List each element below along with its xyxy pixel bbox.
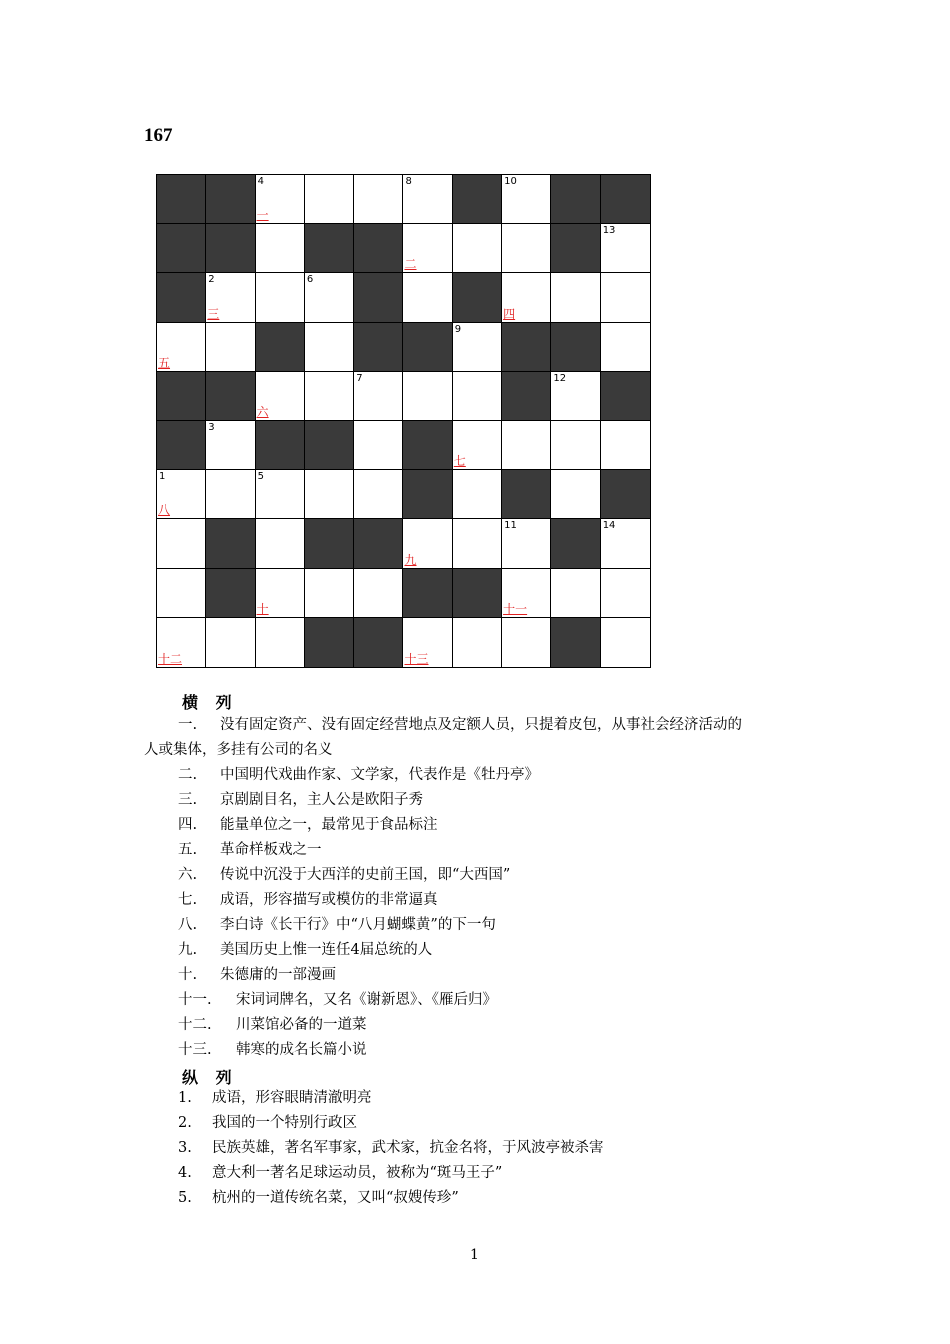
white-cell xyxy=(453,323,502,372)
clue-label: 一. xyxy=(178,717,198,733)
white-cell xyxy=(206,323,255,372)
page-number: 1 xyxy=(470,1247,479,1263)
white-cell xyxy=(453,618,502,667)
white-cell xyxy=(256,224,305,273)
white-cell xyxy=(256,273,305,322)
across-clue xyxy=(178,965,336,985)
clue-label: 2. xyxy=(178,1115,192,1131)
white-cell xyxy=(403,372,452,421)
white-cell xyxy=(551,470,600,519)
clue-label: 八. xyxy=(178,917,198,933)
clue-label: 十二. xyxy=(178,1017,212,1033)
white-cell xyxy=(502,421,551,470)
white-cell xyxy=(256,470,305,519)
white-cell xyxy=(206,470,255,519)
black-cell xyxy=(601,372,650,421)
across-clue xyxy=(178,815,438,835)
across-title: 横 列 xyxy=(182,693,238,712)
black-cell xyxy=(453,569,502,618)
down-title: 纵 列 xyxy=(182,1068,238,1087)
black-cell xyxy=(502,372,551,421)
white-cell xyxy=(502,273,551,322)
white-cell xyxy=(403,618,452,667)
white-cell xyxy=(354,421,403,470)
white-cell xyxy=(305,569,354,618)
black-cell xyxy=(551,618,600,667)
white-cell xyxy=(354,470,403,519)
across-clue xyxy=(178,1040,367,1060)
white-cell xyxy=(403,273,452,322)
white-cell xyxy=(502,175,551,224)
cell-number: 2 xyxy=(208,274,215,286)
clue-marker: 十二 xyxy=(158,652,183,666)
black-cell xyxy=(551,175,600,224)
black-cell xyxy=(157,372,206,421)
white-cell xyxy=(256,175,305,224)
cell-number: 14 xyxy=(602,520,616,532)
black-cell xyxy=(354,323,403,372)
black-cell xyxy=(403,470,452,519)
clue-text: 革命样板戏之一 xyxy=(220,842,322,858)
clue-text: 成语，形容描写或模仿的非常逼真 xyxy=(220,892,438,908)
clue-text: 美国历史上惟一连任4届总统的人 xyxy=(220,942,433,958)
clue-text: 民族英雄，著名军事家，武术家，抗金名将，于风波亭被杀害 xyxy=(212,1140,604,1156)
across-clue xyxy=(178,715,742,735)
white-cell xyxy=(551,421,600,470)
cell-number: 5 xyxy=(257,471,264,483)
white-cell xyxy=(551,273,600,322)
clue-text: 中国明代戏曲作家、文学家，代表作是《牡丹亭》 xyxy=(220,767,539,783)
cell-number: 4 xyxy=(257,176,264,187)
black-cell xyxy=(157,224,206,273)
black-cell xyxy=(206,569,255,618)
clue-text: 李白诗《长干行》中“八月蝴蝶黄”的下一句 xyxy=(220,917,496,933)
clue-marker: 一 xyxy=(256,208,269,223)
clue-text: 朱德庸的一部漫画 xyxy=(220,967,336,983)
cell-number: 7 xyxy=(356,372,363,384)
clue-label: 十一. xyxy=(178,992,212,1008)
white-cell xyxy=(256,519,305,568)
down-clue xyxy=(178,1113,357,1133)
clue-text: 京剧剧目名，主人公是欧阳子秀 xyxy=(220,792,423,808)
clue-marker: 六 xyxy=(256,405,269,419)
clue-label: 九. xyxy=(178,942,198,958)
cell-number: 1 xyxy=(159,471,166,483)
cell-number: 8 xyxy=(405,176,412,187)
clue-label: 十三. xyxy=(178,1042,212,1058)
clue-label: 5. xyxy=(178,1190,192,1206)
cell-number: 11 xyxy=(504,520,517,532)
white-cell xyxy=(453,519,502,568)
clue-label: 二. xyxy=(178,767,198,783)
clue-marker: 三 xyxy=(207,306,220,321)
black-cell xyxy=(601,470,650,519)
cell-number: 10 xyxy=(504,176,517,187)
white-cell xyxy=(305,470,354,519)
black-cell xyxy=(305,224,354,273)
white-cell xyxy=(601,569,650,618)
black-cell xyxy=(305,618,354,667)
clue-text: 杭州的一道传统名菜，又叫“叔嫂传珍” xyxy=(212,1190,459,1206)
across-clue xyxy=(178,890,438,910)
white-cell xyxy=(601,519,650,568)
white-cell xyxy=(453,470,502,519)
white-cell xyxy=(157,519,206,568)
clue-text: 我国的一个特别行政区 xyxy=(212,1115,357,1131)
clue-text: 成语，形容眼睛清澈明亮 xyxy=(212,1090,372,1106)
across-clue xyxy=(178,765,539,785)
white-cell xyxy=(601,224,650,273)
black-cell xyxy=(206,175,255,224)
puzzle-number: 167 xyxy=(144,125,173,146)
clue-label: 十. xyxy=(178,967,198,983)
clue-text: 没有固定资产、没有固定经营地点及定额人员，只提着皮包，从事社会经济活动的 xyxy=(220,717,742,733)
down-clue xyxy=(178,1188,459,1208)
black-cell xyxy=(354,618,403,667)
white-cell xyxy=(502,224,551,273)
clue-marker: 五 xyxy=(158,355,171,370)
black-cell xyxy=(601,175,650,224)
white-cell xyxy=(502,618,551,667)
clue-label: 三. xyxy=(178,792,198,808)
white-cell xyxy=(403,175,452,224)
white-cell xyxy=(157,569,206,618)
white-cell xyxy=(206,618,255,667)
clue-marker: 十三 xyxy=(404,652,429,666)
white-cell xyxy=(551,569,600,618)
white-cell xyxy=(453,372,502,421)
white-cell xyxy=(206,421,255,470)
clue-text: 韩寒的成名长篇小说 xyxy=(236,1042,367,1058)
white-cell xyxy=(305,372,354,421)
crossword-grid xyxy=(156,174,651,668)
across-clue xyxy=(178,790,423,810)
white-cell xyxy=(502,519,551,568)
black-cell xyxy=(551,224,600,273)
white-cell xyxy=(305,323,354,372)
white-cell xyxy=(601,323,650,372)
across-clue xyxy=(178,1015,367,1035)
black-cell xyxy=(157,273,206,322)
clue-text: 能量单位之一，最常见于食品标注 xyxy=(220,817,438,833)
clue-marker: 二 xyxy=(404,257,417,272)
black-cell xyxy=(354,519,403,568)
white-cell xyxy=(601,273,650,322)
black-cell xyxy=(256,421,305,470)
black-cell xyxy=(256,323,305,372)
cell-number: 3 xyxy=(208,422,215,433)
clue-label: 1. xyxy=(178,1090,192,1106)
clue-marker: 七 xyxy=(453,454,466,469)
across-clue xyxy=(178,865,510,885)
clue-marker: 九 xyxy=(404,552,417,567)
clue-label: 四. xyxy=(178,817,198,833)
black-cell xyxy=(502,323,551,372)
white-cell xyxy=(354,569,403,618)
clue-label: 六. xyxy=(178,867,198,883)
clue-label: 五. xyxy=(178,842,198,858)
black-cell xyxy=(453,175,502,224)
black-cell xyxy=(354,273,403,322)
clue-text: 川菜馆必备的一道菜 xyxy=(236,1017,367,1033)
white-cell xyxy=(601,618,650,667)
black-cell xyxy=(502,470,551,519)
clue-marker: 十一 xyxy=(503,601,528,616)
clue-label: 七. xyxy=(178,892,198,908)
across-clue xyxy=(178,915,496,935)
white-cell xyxy=(305,175,354,224)
white-cell xyxy=(601,421,650,470)
clue-label: 3. xyxy=(178,1140,192,1156)
white-cell xyxy=(206,273,255,322)
black-cell xyxy=(305,519,354,568)
white-cell xyxy=(256,618,305,667)
black-cell xyxy=(551,323,600,372)
white-cell xyxy=(403,519,452,568)
cell-number: 9 xyxy=(454,323,462,335)
black-cell xyxy=(403,323,452,372)
across-clue xyxy=(178,990,497,1010)
white-cell xyxy=(305,273,354,322)
white-cell xyxy=(157,618,206,667)
black-cell xyxy=(157,175,206,224)
black-cell xyxy=(453,273,502,322)
black-cell xyxy=(206,519,255,568)
down-clue xyxy=(178,1088,372,1108)
white-cell xyxy=(453,421,502,470)
white-cell xyxy=(453,224,502,273)
white-cell xyxy=(403,224,452,273)
white-cell xyxy=(256,372,305,421)
across-clue xyxy=(178,940,432,960)
white-cell xyxy=(502,569,551,618)
cell-number: 6 xyxy=(306,274,314,286)
cell-number: 12 xyxy=(553,372,567,384)
white-cell xyxy=(157,323,206,372)
clue-marker: 十 xyxy=(256,601,269,616)
white-cell xyxy=(256,569,305,618)
cell-number: 13 xyxy=(602,225,616,237)
black-cell xyxy=(354,224,403,273)
clue-marker: 八 xyxy=(158,503,171,518)
black-cell xyxy=(551,519,600,568)
black-cell xyxy=(206,372,255,421)
across-clue xyxy=(178,840,322,860)
white-cell xyxy=(157,470,206,519)
clue-text: 传说中沉没于大西洋的史前王国，即“大西国” xyxy=(220,867,511,883)
clue-label: 4. xyxy=(178,1165,192,1181)
black-cell xyxy=(305,421,354,470)
clue-continuation: 人或集体，多挂有公司的名义 xyxy=(144,742,333,758)
clue-text: 宋词词牌名，又名《谢新恩》、《雁后归》 xyxy=(236,992,497,1008)
black-cell xyxy=(403,569,452,618)
black-cell xyxy=(206,224,255,273)
down-clue xyxy=(178,1138,604,1158)
white-cell xyxy=(354,175,403,224)
down-clue xyxy=(178,1163,502,1183)
clue-text: 意大利一著名足球运动员，被称为“斑马王子” xyxy=(212,1165,503,1181)
black-cell xyxy=(403,421,452,470)
white-cell xyxy=(354,372,403,421)
black-cell xyxy=(157,421,206,470)
white-cell xyxy=(551,372,600,421)
clue-marker: 四 xyxy=(503,306,516,321)
